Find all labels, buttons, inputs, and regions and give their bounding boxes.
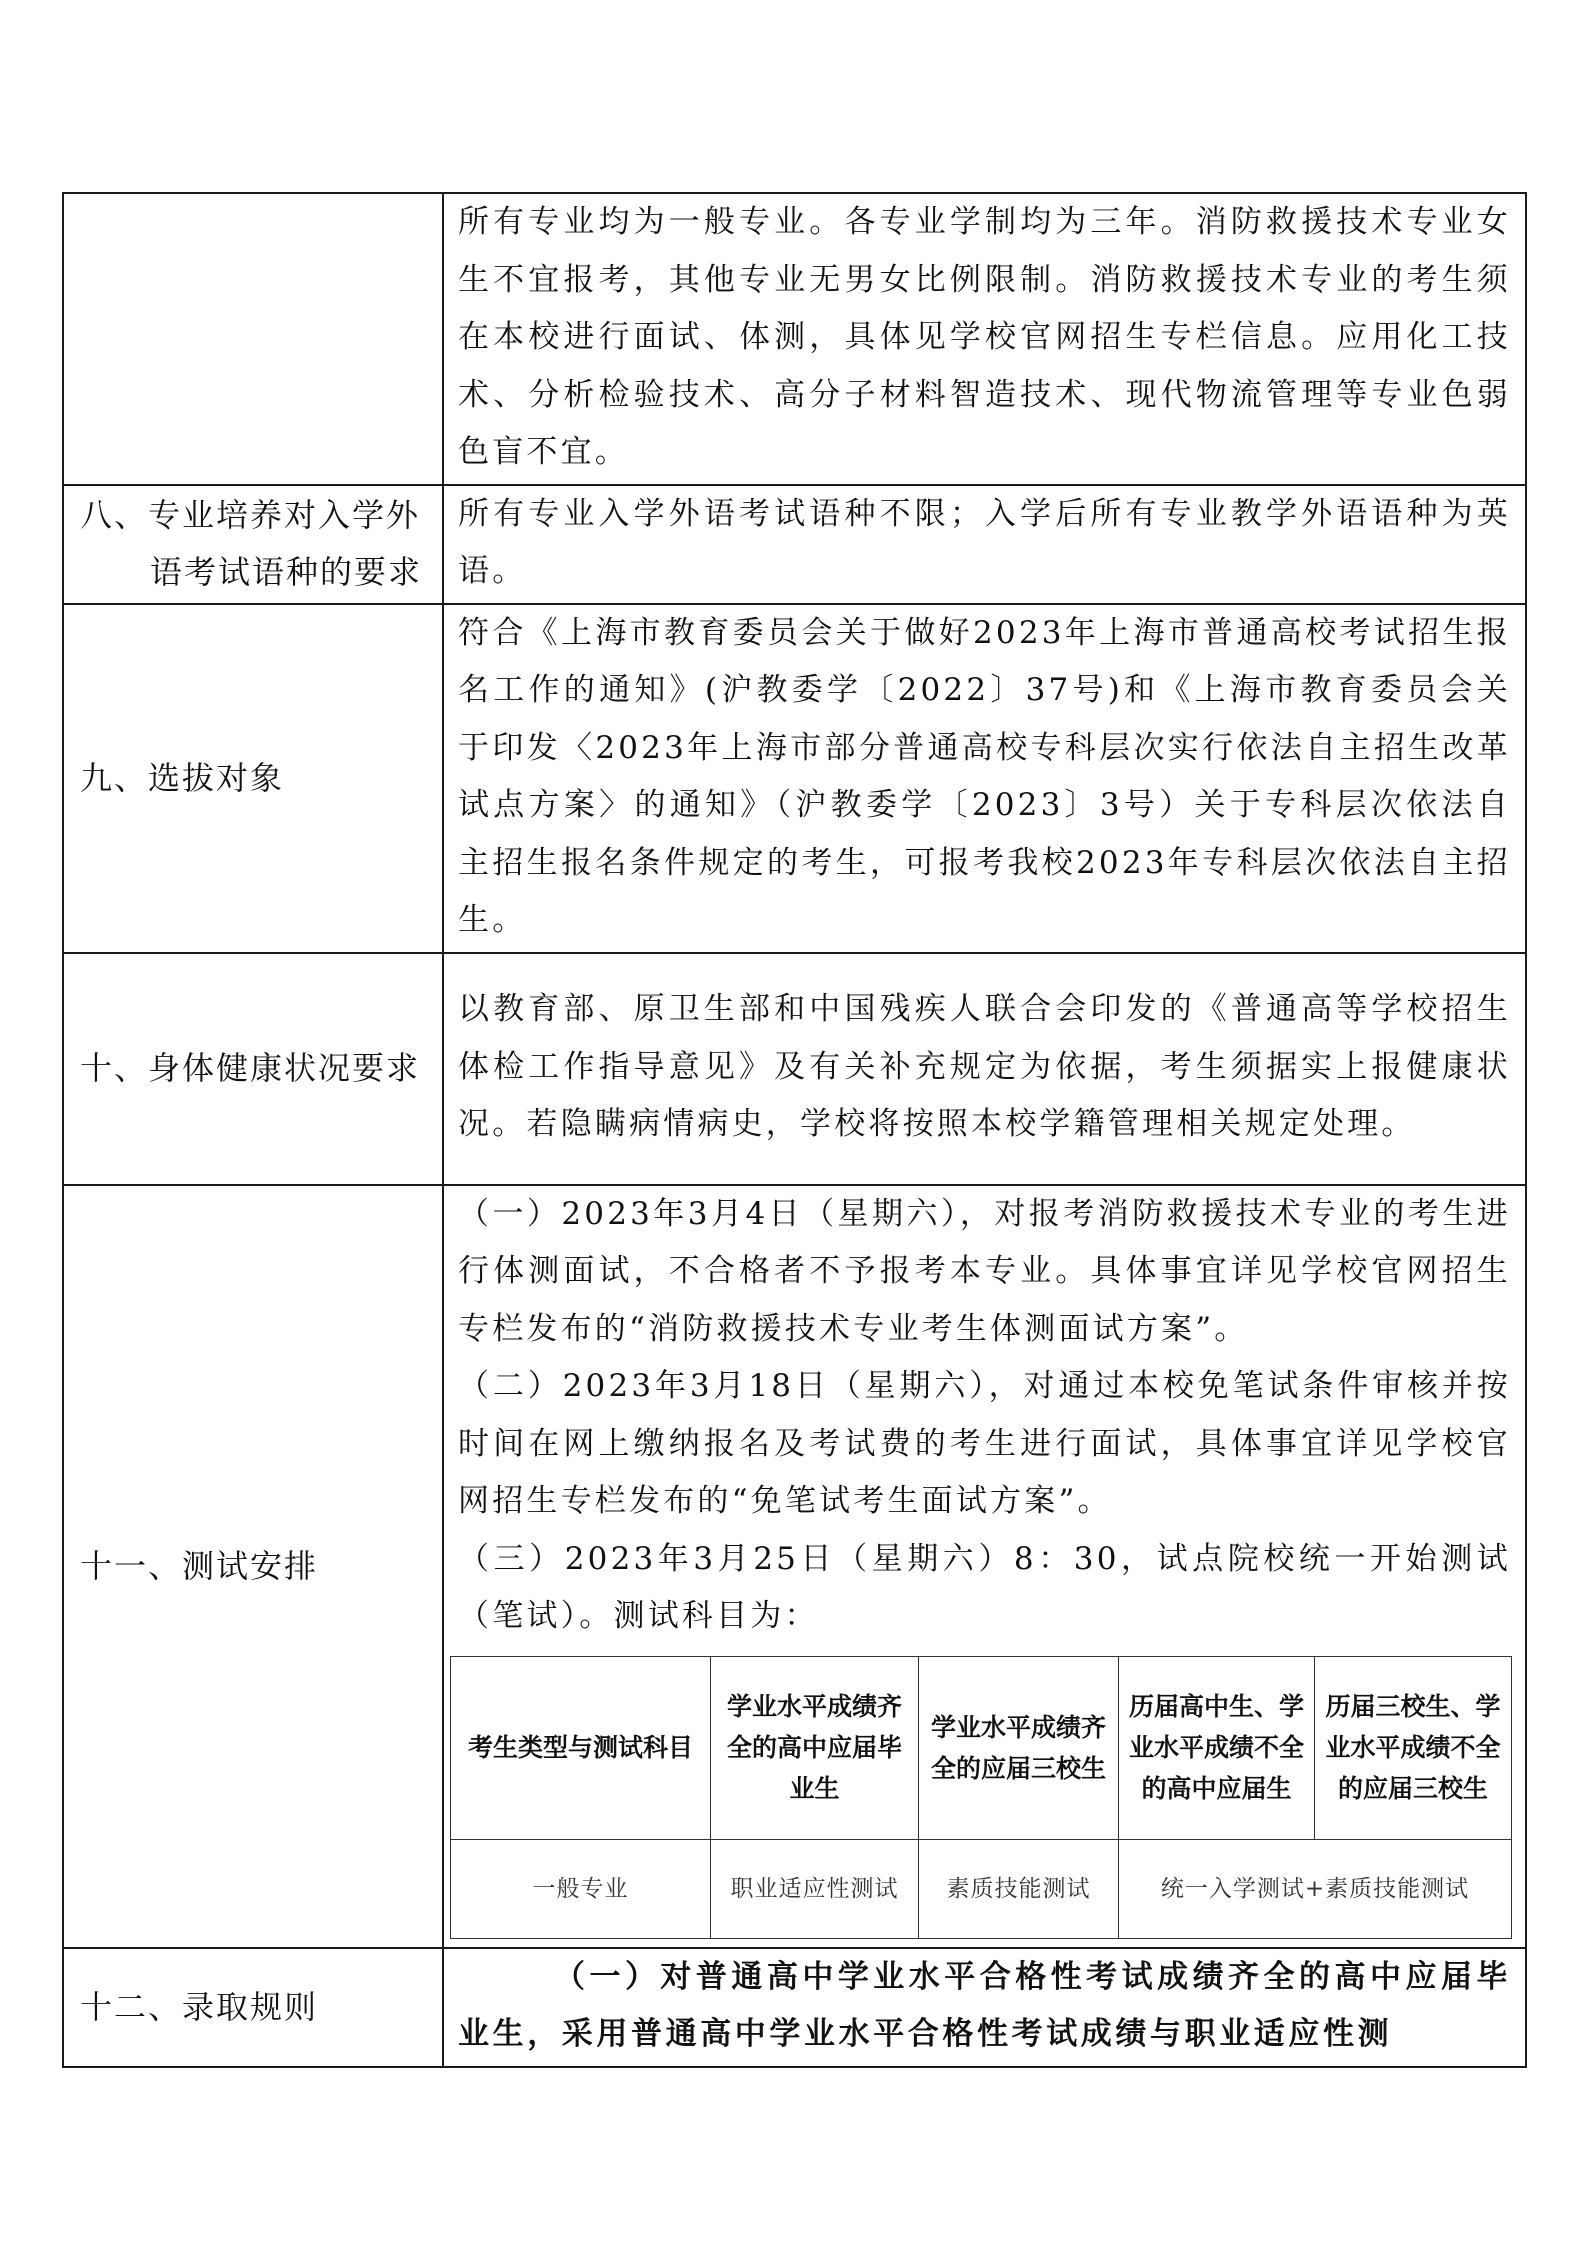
row-test-arrangement <box>63 1185 1526 1948</box>
header-cell: 学业水平成绩齐全的应届三校生 <box>919 1656 1119 1839</box>
row-label-cell <box>63 953 443 1185</box>
test-para-2: （二）2023年3月18日（星期六），对通过本校免笔试条件审核并按时间在网上缴纳报名及考试费的考生进行面试，具体事宜详见学校官网招生专栏发布的“免笔试考生面试方案”。 <box>458 1368 1511 1519</box>
row-content-cell <box>443 1948 1526 2067</box>
admission-rules-text: （一）对普通高中学业水平合格性考试成绩齐全的高中应届毕业生，采用普通高中学业水平合格性考试成绩与职业适应性测 <box>458 1958 1511 2052</box>
health-requirements-text: 以教育部、原卫生部和中国残疾人联合会印发的《普通高等学校招生体检工作指导意见》及有关补充规定为依据，考生须据实上报健康状况。若隐瞒病情病史，学校将按照本校学籍管理相关规定处理。 <box>458 991 1511 1143</box>
row-content-cell <box>443 604 1526 953</box>
header-cell: 学业水平成绩齐全的高中应届毕业生 <box>711 1656 919 1839</box>
row-health-requirements <box>63 953 1526 1185</box>
test-para-1: （一）2023年3月4日（星期六），对报考消防救援技术专业的考生进行体测面试，不合格者不予报考本专业。具体事宜详见学校官网招生专栏发布的“消防救援技术专业考生体测面试方案”。 <box>458 1195 1511 1347</box>
selection-target-text: 符合《上海市教育委员会关于做好2023年上海市普通高校考试招生报名工作的通知》(沪教委学〔2022〕37号)和《上海市教育委员会关于印发〈2023年上海市部分普通高校专科层次实行依法自主招生改革试点方案〉的通知》（沪教委学〔2023〕3号）关于专科层次依法自主招生报名条件规定的考生，可报考我校2023年专科层次依法自主招生。 <box>458 614 1511 938</box>
row-content-cell <box>443 1185 1526 1948</box>
test-para-3: （三）2023年3月25日（星期六）8：30，试点院校统一开始测试（笔试）。测试科目为： <box>458 1540 1511 1634</box>
row-label-cell <box>63 604 443 953</box>
table-cell: 一般专业 <box>451 1839 711 1938</box>
row-label: 十一、测试安排 <box>80 1546 319 1585</box>
row-selection-target <box>63 604 1526 953</box>
major-notes-text: 所有专业均为一般专业。各专业学制均为三年。消防救援技术专业女生不宜报考，其他专业无男女比例限制。消防救援技术专业的考生须在本校进行面试、体测，具体见学校官网招生专栏信息。应用化工技术、分析检验技术、高分子材料智造技术、现代物流管理等专业色弱色盲不宜。 <box>458 204 1511 470</box>
row-label-cell <box>63 1948 443 2067</box>
admission-info-table <box>62 192 1527 2068</box>
row-label: 十二、录取规则 <box>80 1987 319 2026</box>
header-cell: 历届三校生、学业水平成绩不全的应届三校生 <box>1315 1656 1512 1839</box>
row-label-cell <box>63 1185 443 1948</box>
table-cell: 统一入学测试+素质技能测试 <box>1119 1839 1512 1938</box>
test-subjects-row <box>451 1839 1512 1938</box>
row-label: 十、身体健康状况要求 <box>80 1049 421 1087</box>
foreign-language-text: 所有专业入学外语考试语种不限；入学后所有专业教学外语语种为英语。 <box>458 495 1511 589</box>
row-foreign-language <box>63 485 1526 604</box>
row-admission-rules <box>63 1948 1526 2067</box>
header-cell: 历届高中生、学业水平成绩不全的高中应届生 <box>1119 1656 1315 1839</box>
test-subjects-table <box>450 1656 1512 1939</box>
row-content-cell <box>443 953 1526 1185</box>
row-label-empty <box>63 193 443 485</box>
row-label-line1: 八、专业培养对入学外 <box>80 496 421 534</box>
row-label: 九、选拔对象 <box>80 758 285 797</box>
header-cell: 考生类型与测试科目 <box>451 1656 711 1839</box>
row-label-line2: 语考试语种的要求 <box>149 553 422 591</box>
row-content-cell <box>443 485 1526 604</box>
row-major-notes <box>63 193 1526 485</box>
table-cell: 素质技能测试 <box>919 1839 1119 1938</box>
row-label-cell <box>63 485 443 604</box>
row-content-cell <box>443 193 1526 485</box>
table-cell: 职业适应性测试 <box>711 1839 919 1938</box>
test-subjects-header-row <box>451 1656 1512 1839</box>
